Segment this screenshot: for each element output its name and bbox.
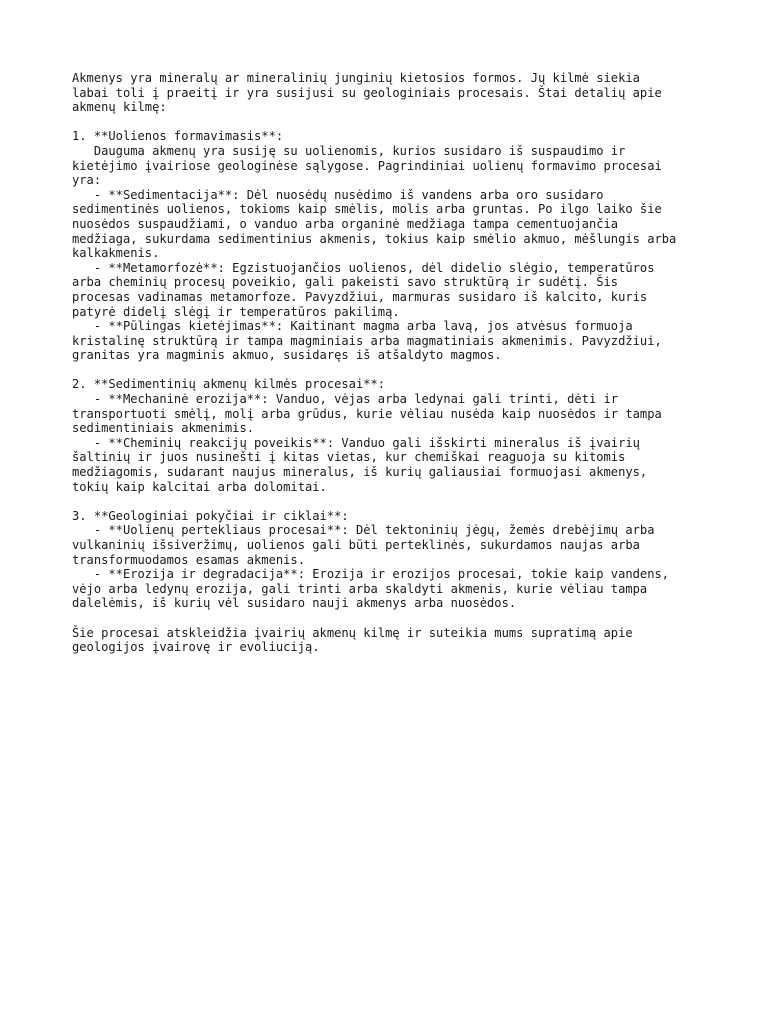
text-line: 1. **Uolienos formavimasis**: — [72, 129, 284, 144]
text-line: 2. **Sedimentinių akmenų kilmės procesai**: — [72, 377, 386, 392]
text-line: vulkaninių išsiveržimų, uolienos gali būti perteklinės, sukurdamos naujas arba — [72, 538, 640, 552]
text-line: patyrė didelį slėgį ir temperatūros pakilimą. — [72, 304, 400, 319]
text-line: transportuoti smėlį, molį arba grūdus, kurie vėliau nusėda kaip nuosėdos ir tampa — [72, 406, 662, 421]
text-line: kristalinę struktūrą ir tampa magminiais arba magmatiniais akmenimis. Pavyzdžiui, — [72, 333, 662, 348]
text-line: - **Uolienų pertekliaus procesai**: Dėl tektoninių jėgų, žemės drebėjimų arba — [72, 523, 655, 538]
text-line: labai toli į praeitį ir yra susijusi su geologiniais procesais. Štai detalių apie — [72, 85, 662, 100]
text-line: granitas yra magminis akmuo, susidaręs iš atšaldyto magmos. — [72, 348, 502, 363]
text-line: sedimentiniais akmenimis. — [72, 421, 255, 436]
text-line: Akmenys yra mineralų ar mineralinių junginių kietosios formos. Jų kilmė siekia — [72, 71, 640, 85]
text-line: šaltinių ir juos nusinešti į kitas vietas, kur chemiškai reaguoja su kitomis — [72, 450, 626, 465]
text-line: vėjo arba ledynų erozija, gali trinti arba skaldyti akmenis, kurie vėliau tampa — [72, 581, 648, 596]
text-line: nuosėdos suspaudžiami, o vanduo arba organinė medžiaga tampa cementuojančia — [72, 216, 619, 231]
text-line: procesas vadinamas metamorfoze. Pavyzdžiui, marmuras susidaro iš kalcito, kuris — [72, 289, 648, 304]
text-line: arba cheminių procesų poveikio, gali pakeisti savo struktūrą ir sudėtį. Šis — [72, 275, 619, 290]
text-line: - **Metamorfozė**: Egzistuojančios uolienos, dėl didelio slėgio, temperatūros — [72, 260, 655, 275]
text-line: - **Cheminių reakcijų poveikis**: Vanduo gali išskirti mineralus iš įvairių — [72, 435, 640, 450]
text-line: - **Mechaninė erozija**: Vanduo, vėjas arba ledynai gali trinti, dėti ir — [72, 392, 619, 407]
text-line: - **Sedimentacija**: Dėl nuosėdų nusėdimo iš vandens arba oro susidaro — [72, 187, 604, 202]
text-line: medžiagomis, sudarant naujus mineralus, iš kurių galiausiai formuojasi akmenys, — [72, 465, 648, 480]
text-line: yra: — [72, 173, 102, 188]
text-line: medžiaga, sukurdama sedimentinius akmenis, tokius kaip smėlio akmuo, mėšlungis arba — [72, 231, 677, 246]
text-line: kalkakmenis. — [72, 246, 160, 261]
text-line: - **Erozija ir degradacija**: Erozija ir erozijos procesai, tokie kaip vandens, — [72, 567, 670, 582]
text-line: kietėjimo įvairiose geologinėse sąlygose. Pagrindiniai uolienų formavimo procesai — [72, 158, 662, 173]
text-line: - **Pūlingas kietėjimas**: Kaitinant magma arba lavą, jos atvėsus formuoja — [72, 319, 633, 334]
text-line: akmenų kilmę: — [72, 100, 167, 115]
document-page — [72, 71, 712, 655]
text-line: Šie procesai atskleidžia įvairių akmenų kilmę ir suteikia mums supratimą apie — [72, 625, 633, 640]
document-body-text — [72, 71, 712, 655]
text-line: transformuodamos esamas akmenis. — [72, 552, 305, 567]
text-line: Dauguma akmenų yra susiję su uolienomis, kurios susidaro iš suspaudimo ir — [72, 143, 626, 158]
text-line: 3. **Geologiniai pokyčiai ir ciklai**: — [72, 508, 349, 523]
text-line: geologijos įvairovę ir evoliuciją. — [72, 640, 320, 655]
text-line: sedimentinės uolienos, tokioms kaip smėlis, molis arba gruntas. Po ilgo laiko šie — [72, 202, 662, 217]
text-line: tokių kaip kalcitai arba dolomitai. — [72, 479, 327, 494]
text-line: dalelėmis, iš kurių vėl susidaro nauji akmenys arba nuosėdos. — [72, 596, 517, 611]
